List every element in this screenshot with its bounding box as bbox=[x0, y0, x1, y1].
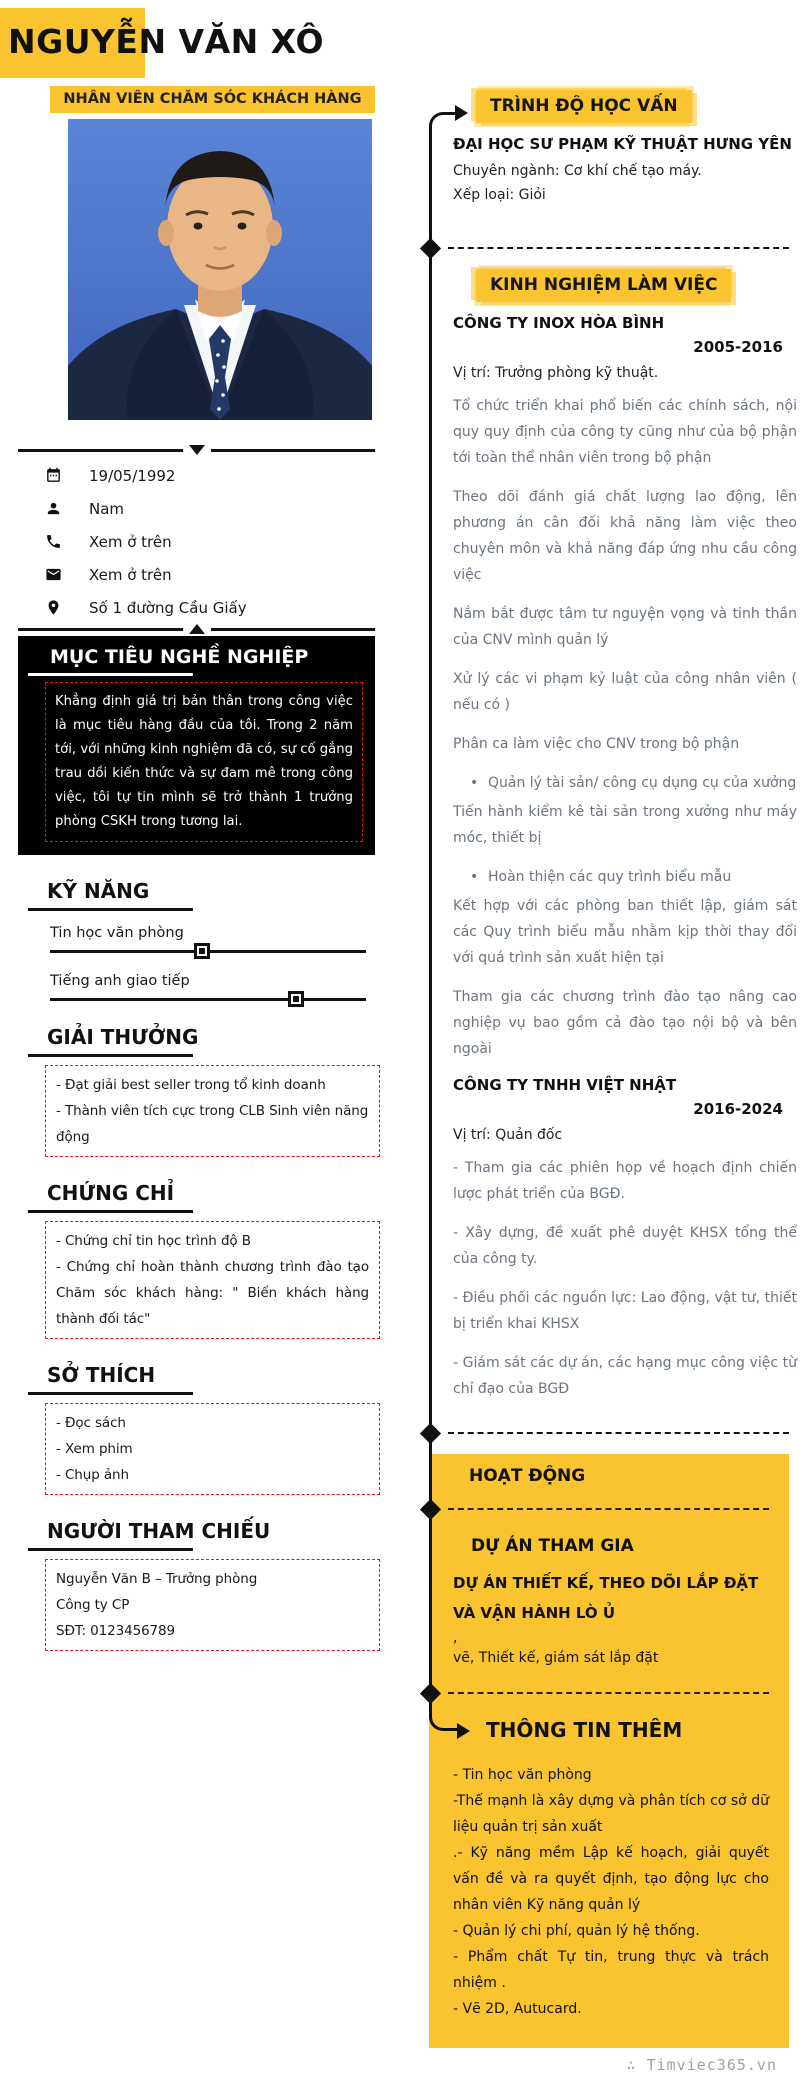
name-header bbox=[0, 0, 382, 86]
watermark: ∴ Timviec365.vn bbox=[626, 2056, 777, 2074]
reference-line: Công ty CP bbox=[56, 1597, 130, 1613]
email-value: Xem ở trên bbox=[89, 565, 172, 584]
job-position: Vị trí: Trưởng phòng kỹ thuật. bbox=[453, 365, 659, 381]
skills-title: KỸ NĂNG bbox=[47, 879, 150, 903]
skill-slider bbox=[50, 950, 366, 953]
additional-item: - Vẽ 2D, Autucard. bbox=[453, 2001, 582, 2017]
contact-row-phone bbox=[45, 525, 382, 558]
objective-title: MỤC TIÊU NGHỀ NGHIỆP bbox=[50, 646, 309, 668]
section-separator bbox=[453, 1424, 797, 1444]
hobbies-box bbox=[45, 1403, 380, 1495]
additional-item: - Tin học văn phòng bbox=[453, 1767, 592, 1783]
additional-info-title: THÔNG TIN THÊM bbox=[486, 1718, 683, 1742]
hobbies-section bbox=[0, 1363, 382, 1495]
education-section bbox=[429, 90, 797, 203]
company-name: CÔNG TY INOX HÒA BÌNH bbox=[453, 314, 665, 332]
project-description: vẽ, Thiết kế, giám sát lắp đặt bbox=[453, 1650, 659, 1666]
award-item: - Đạt giải best seller trong tổ kinh doanh bbox=[56, 1077, 326, 1093]
objective-underline bbox=[28, 673, 193, 676]
dashed-line bbox=[448, 247, 789, 249]
education-grade: Xếp loại: Giỏi bbox=[453, 187, 546, 203]
contact-row-email bbox=[45, 558, 382, 591]
map-pin-icon bbox=[45, 599, 62, 616]
timeline-bottom-corner bbox=[429, 1698, 459, 1731]
references-section bbox=[0, 1519, 382, 1651]
education-major: Chuyên ngành: Cơ khí chế tạo máy. bbox=[453, 163, 702, 179]
job-paragraph: Tiến hành kiểm kê tài sản trong xưởng như máy móc, thiết bị bbox=[453, 804, 797, 846]
hobby-item: - Đọc sách bbox=[56, 1415, 126, 1431]
contact-row-gender bbox=[45, 492, 382, 525]
left-column bbox=[0, 0, 382, 1651]
job-paragraph: Nắm bắt được tâm tư nguyện vọng và tinh thần của CNV mình quản lý bbox=[453, 606, 797, 648]
job-paragraph: Phân ca làm việc cho CNV trong bộ phận bbox=[453, 736, 740, 752]
award-item: - Thành viên tích cực trong CLB Sinh viên năng động bbox=[56, 1103, 369, 1145]
divider-bottom bbox=[18, 624, 375, 634]
additional-info-list bbox=[453, 1762, 769, 2022]
activities-block bbox=[429, 1454, 789, 2048]
education-title: TRÌNH ĐỘ HỌC VẤN bbox=[476, 90, 692, 123]
hobby-item: - Chụp ảnh bbox=[56, 1467, 129, 1483]
arrow-right-icon bbox=[455, 105, 468, 121]
certificate-item: - Chứng chỉ tin học trình độ B bbox=[56, 1233, 251, 1249]
section-separator bbox=[453, 1500, 769, 1520]
job-description bbox=[453, 393, 797, 1062]
awards-section bbox=[0, 1025, 382, 1157]
additional-item: .- Kỹ năng mềm Lập kế hoạch, giải quyết vấn đề và ra quyết định, tạo động lực cho nhân viên Kỹ năng quản lý bbox=[453, 1845, 769, 1913]
triangle-down-icon bbox=[189, 445, 205, 455]
skill-slider bbox=[50, 998, 366, 1001]
job-bullet-item: • Quản lý tài sản/ công cụ dụng cụ của xưởng bbox=[453, 770, 797, 796]
job-bullet-item: • Hoàn thiện các quy trình biểu mẫu bbox=[453, 864, 797, 890]
birthday-value: 19/05/1992 bbox=[89, 466, 176, 485]
additional-item: -Thế mạnh là xây dựng và phân tích cơ sở dữ liệu quản trị sản xuất bbox=[453, 1793, 769, 1835]
diamond-icon bbox=[420, 1499, 441, 1520]
job-description bbox=[453, 1155, 797, 1402]
project-section-title: DỰ ÁN THAM GIA bbox=[471, 1536, 634, 1556]
project-name: DỰ ÁN THIẾT KẾ, THEO DÕI LẮP ĐẶT VÀ VẬN HÀNH LÒ Ủ bbox=[453, 1574, 759, 1622]
certificates-title: CHỨNG CHỈ bbox=[47, 1181, 175, 1205]
job-paragraph: Xử lý các vi phạm kỷ luật của công nhân viên ( nếu có ) bbox=[453, 671, 797, 713]
skill-label: Tin học văn phòng bbox=[50, 925, 184, 941]
person-icon bbox=[45, 500, 62, 517]
job-period: 2005-2016 bbox=[693, 338, 783, 356]
phone-icon bbox=[45, 533, 62, 550]
awards-box bbox=[45, 1065, 380, 1157]
objective-section bbox=[18, 636, 375, 855]
gender-value: Nam bbox=[89, 499, 125, 518]
skill-label: Tiếng anh giao tiếp bbox=[50, 973, 190, 989]
contact-row-address bbox=[45, 591, 382, 624]
dashed-line bbox=[448, 1432, 789, 1434]
certificates-box bbox=[45, 1221, 380, 1339]
section-separator bbox=[453, 1684, 769, 1704]
job-title-banner: NHÂN VIÊN CHĂM SÓC KHÁCH HÀNG bbox=[50, 86, 375, 113]
dashed-line bbox=[448, 1508, 769, 1510]
triangle-up-icon bbox=[189, 624, 205, 634]
certificates-section bbox=[0, 1181, 382, 1339]
phone-value: Xem ở trên bbox=[89, 532, 172, 551]
job-paragraph: - Giám sát các dự án, các hạng mục công việc từ chỉ đạo của BGĐ bbox=[453, 1355, 797, 1397]
hobby-item: - Xem phim bbox=[56, 1441, 133, 1457]
section-separator bbox=[453, 239, 797, 259]
contact-row-birthday bbox=[45, 459, 382, 492]
dashed-line bbox=[448, 1692, 769, 1694]
experience-section bbox=[429, 269, 797, 1444]
job-paragraph: - Tham gia các phiên họp về hoạch định chiến lược phát triển của BGĐ. bbox=[453, 1160, 797, 1202]
diamond-icon bbox=[420, 1423, 441, 1444]
job-paragraph: Theo dõi đánh giá chất lượng lao động, lên phương án cân đối khả năng làm việc theo chuyên môn và khả năng đáp ứng nhu cầu công việc bbox=[453, 489, 797, 583]
contact-list bbox=[45, 459, 382, 624]
additional-item: - Quản lý chi phí, quản lý hệ thống. bbox=[453, 1923, 700, 1939]
job-position: Vị trí: Quản đốc bbox=[453, 1127, 563, 1143]
job-paragraph: Tổ chức triển khai phổ biến các chính sách, nội quy quy định của công ty cũng như của bộ phận tới toàn thể nhân viên trong bộ phận bbox=[453, 398, 797, 466]
additional-info-heading-row bbox=[453, 1718, 769, 1742]
job-paragraph: - Điều phối các nguồn lực: Lao động, vật tư, thiết bị triển khai KHSX bbox=[453, 1290, 797, 1332]
experience-title: KINH NGHIỆM LÀM VIỆC bbox=[476, 269, 731, 302]
divider-top bbox=[18, 445, 375, 455]
profile-photo bbox=[68, 119, 372, 420]
hobbies-title: SỞ THÍCH bbox=[47, 1363, 156, 1387]
arrow-right-icon bbox=[457, 1723, 470, 1739]
reference-line: SĐT: 0123456789 bbox=[56, 1623, 176, 1639]
references-title: NGƯỜI THAM CHIẾU bbox=[47, 1519, 271, 1543]
awards-title: GIẢI THƯỞNG bbox=[47, 1025, 199, 1049]
job-paragraph: Tham gia các chương trình đào tạo nâng cao nghiệp vụ bao gồm cả đào tạo nội bộ và bên ngoài bbox=[453, 989, 797, 1057]
timeline-vertical-line bbox=[429, 134, 432, 1698]
diamond-icon bbox=[420, 238, 441, 259]
job-paragraph: - Xây dựng, đề xuất phê duyệt KHSX tổng thể của công ty. bbox=[453, 1225, 797, 1267]
additional-item: - Phẩm chất Tự tin, trung thực và trách nhiệm . bbox=[453, 1949, 769, 1991]
skills-section bbox=[0, 879, 382, 1001]
project-comma: , bbox=[453, 1630, 458, 1646]
skill-slider-handle bbox=[194, 943, 210, 959]
school-name: ĐẠI HỌC SƯ PHẠM KỸ THUẬT HƯNG YÊN bbox=[453, 135, 792, 153]
address-value: Số 1 đường Cầu Giấy bbox=[89, 598, 247, 617]
envelope-icon bbox=[45, 566, 62, 583]
objective-text: Khẳng định giá trị bản thân trong công việc là mục tiêu hàng đầu của tôi. Trong 2 năm tới, với những kinh nghiệm đã có, sự cố gắng trau dồi kiến thức và sự đam mê trong công việc, tôi tự tin mình sẽ trở thành 1 trưởng phòng CSKH trong tương lai. bbox=[45, 682, 363, 842]
skill-slider-handle bbox=[288, 991, 304, 1007]
reference-line: Nguyễn Văn B – Trưởng phòng bbox=[56, 1571, 258, 1587]
company-name: CÔNG TY TNHH VIỆT NHẬT bbox=[453, 1076, 677, 1094]
job-period: 2016-2024 bbox=[693, 1100, 783, 1118]
references-box bbox=[45, 1559, 380, 1651]
calendar-icon bbox=[45, 467, 62, 484]
activities-title: HOẠT ĐỘNG bbox=[469, 1466, 586, 1486]
job-paragraph: Kết hợp với các phòng ban thiết lập, giám sát các Quy trình biểu mẫu nhằm kịp thời thay đổi với quá trình sản xuất hiện tại bbox=[453, 898, 797, 966]
candidate-name: NGUYỄN VĂN XÔ bbox=[8, 22, 325, 61]
right-column bbox=[429, 84, 797, 2074]
certificate-item: - Chứng chỉ hoàn thành chương trình đào tạo Chăm sóc khách hàng: " Biến khách hàng thành đối tác" bbox=[56, 1259, 369, 1327]
